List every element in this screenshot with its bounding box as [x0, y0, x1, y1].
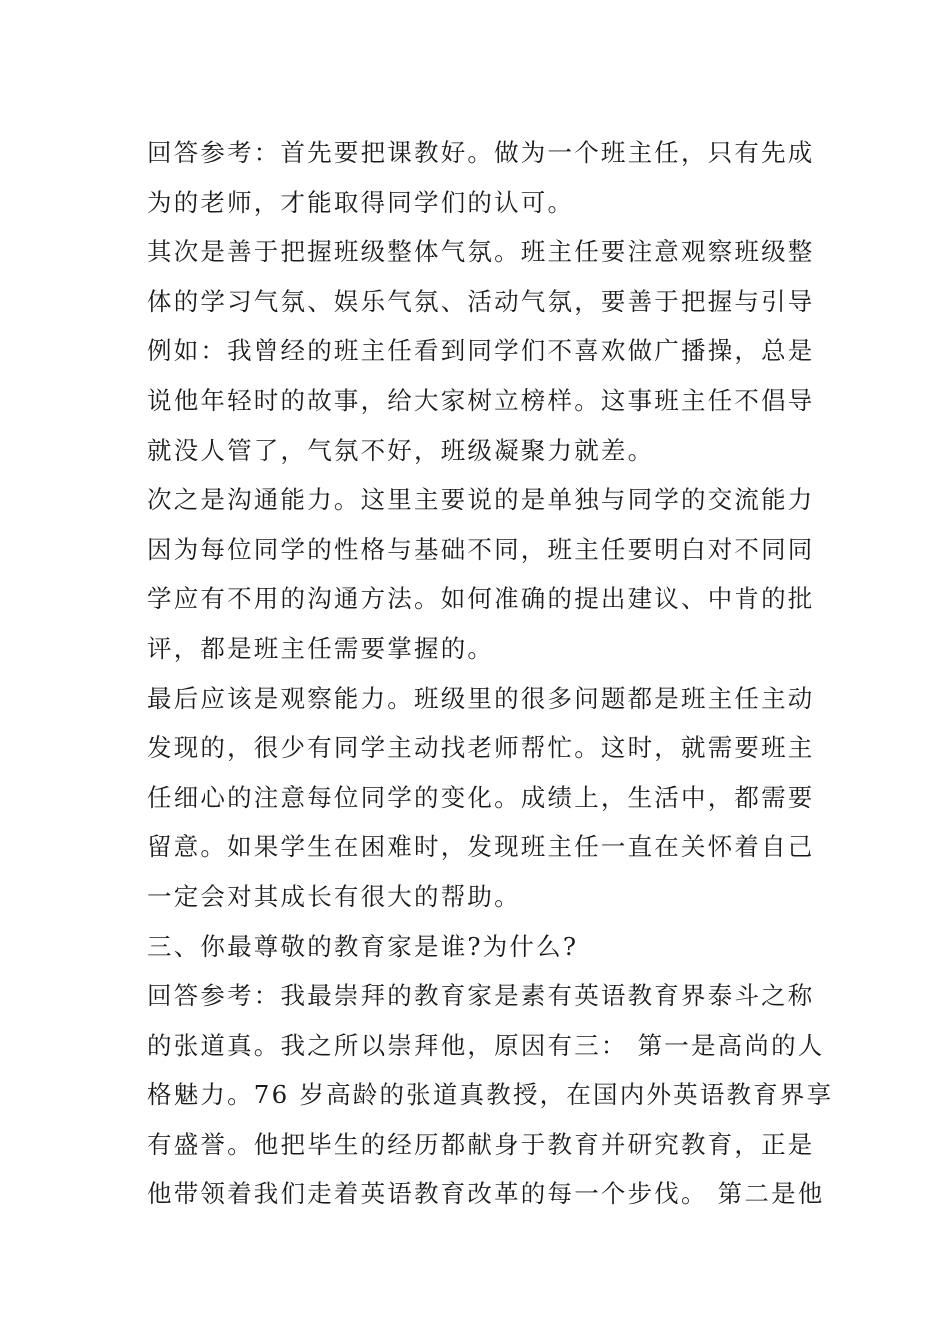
text-line: 任细心的注意每位同学的变化。成绩上，生活中，都需要	[147, 782, 815, 812]
text-line: 发现的，很少有同学主动找老师帮忙。这时，就需要班主	[147, 733, 815, 763]
text-line: 例如：我曾经的班主任看到同学们不喜欢做广播操，总是	[147, 336, 815, 366]
body-text	[147, 128, 834, 1219]
text-line: 有盛誉。他把毕生的经历都献身于教育并研究教育，正是	[147, 1129, 815, 1159]
text-line: 回答参考：首先要把课教好。做为一个班主任，只有先成	[147, 138, 815, 167]
text-line: 格魅力。76 岁高龄的张道真教授，在国内外英语教育界享	[147, 1080, 834, 1110]
text-line: 最后应该是观察能力。班级里的很多问题都是班主任主动	[147, 683, 815, 713]
text-line: 因为每位同学的性格与基础不同，班主任要明白对不同同	[147, 534, 815, 564]
text-line: 其次是善于把握班级整体气氛。班主任要注意观察班级整	[147, 237, 815, 267]
section-heading: 三、你最尊敬的教育家是谁?为什么?	[147, 931, 579, 961]
text-line: 评，都是班主任需要掌握的。	[147, 633, 495, 663]
text-line: 学应有不用的沟通方法。如何准确的提出建议、中肯的批	[147, 584, 815, 614]
text-line: 回答参考：我最崇拜的教育家是素有英语教育界泰斗之称	[147, 981, 815, 1011]
text-line: 他带领着我们走着英语教育改革的每一个步伐。 第二是他	[147, 1179, 825, 1209]
text-line: 一定会对其成长有很大的帮助。	[147, 881, 521, 911]
text-line: 就没人管了，气氛不好，班级凝聚力就差。	[147, 435, 655, 465]
text-line: 留意。如果学生在困难时，发现班主任一直在关怀着自己	[147, 832, 815, 862]
text-line: 次之是沟通能力。这里主要说的是单独与同学的交流能力	[147, 485, 815, 515]
text-line: 为的老师，才能取得同学们的认可。	[147, 187, 575, 217]
text-line: 说他年轻时的故事，给大家树立榜样。这事班主任不倡导	[147, 385, 815, 415]
text-line: 的张道真。我之所以崇拜他，原因有三： 第一是高尚的人	[147, 1030, 825, 1060]
text-line: 体的学习气氛、娱乐气氛、活动气氛，要善于把握与引导	[147, 286, 815, 316]
